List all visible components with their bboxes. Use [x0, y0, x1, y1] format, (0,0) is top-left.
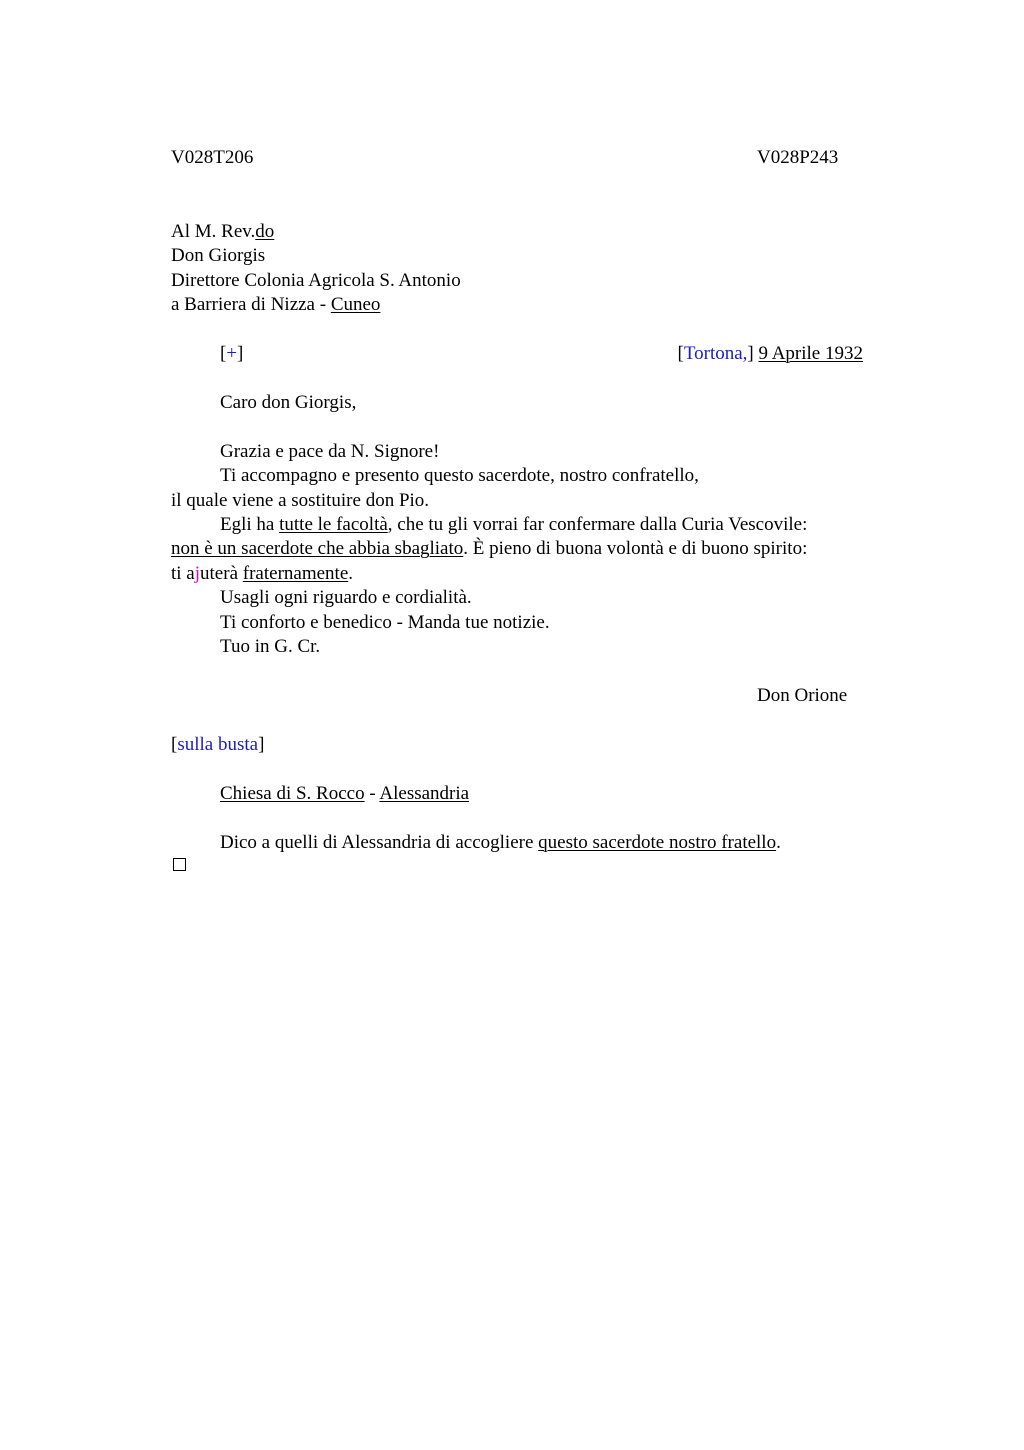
paragraph-2-line-1: [220, 513, 807, 537]
address-title-suffix: do: [255, 221, 275, 242]
paragraph-1-line-1: Ti accompagno e presento questo sacerdote, nostro confratello,: [220, 465, 699, 486]
envelope-city: Alessandria: [379, 783, 470, 804]
underlined-text: tutte le facoltà: [279, 514, 388, 535]
text-run: .: [776, 832, 781, 853]
greeting: Grazia e pace da N. Signore!: [220, 441, 440, 462]
cross-symbol: +: [226, 343, 238, 364]
paragraph-3: Usagli ogni riguardo e cordialità.: [220, 587, 472, 608]
bracket-open: [: [171, 734, 178, 755]
dateline-place: Tortona,: [683, 343, 748, 364]
closing: Tuo in G. Cr.: [220, 636, 321, 657]
document-code-left: V028T206: [171, 147, 254, 168]
dateline-date: 9 Aprile 1932: [758, 343, 863, 364]
bracket-close: ]: [237, 343, 244, 364]
envelope-text: [220, 831, 781, 855]
bracket-close: ]: [258, 734, 265, 755]
editorial-note: sulla busta: [177, 734, 259, 755]
envelope-note: [171, 733, 264, 757]
paragraph-4: Ti conforto e benedico - Manda tue notizie.: [220, 612, 550, 633]
paragraph-2-line-3: [171, 562, 353, 586]
address-line-3: Direttore Colonia Agricola S. Antonio: [171, 270, 461, 291]
address-title: Al M. Rev.: [171, 221, 256, 242]
address-line-1: [171, 220, 274, 244]
variant-letter: j: [194, 563, 201, 584]
underlined-text: questo sacerdote nostro fratello: [538, 832, 777, 853]
paragraph-2-line-2: [171, 537, 807, 561]
envelope-address: [220, 782, 469, 806]
cross-mark: [220, 342, 243, 366]
text-run: Dico a quelli di Alessandria di accogliere: [220, 832, 539, 853]
text-run: .: [348, 563, 353, 584]
text-run: Egli ha: [220, 514, 280, 535]
dateline: [678, 342, 863, 366]
underlined-text: non è un sacerdote che abbia sbagliato: [171, 538, 464, 559]
text-run: , che tu gli vorrai far confermare dalla Curia Vescovile:: [387, 514, 808, 535]
separator: -: [364, 783, 380, 804]
address-line-2: Don Giorgis: [171, 245, 266, 266]
bracket-close: ]: [747, 343, 754, 364]
signature: Don Orione: [757, 685, 848, 706]
text-run: ti a: [171, 563, 195, 584]
envelope-church: Chiesa di S. Rocco: [220, 783, 365, 804]
address-city: Cuneo: [330, 294, 381, 315]
address-place: a Barriera di Nizza -: [171, 294, 331, 315]
bracket-open: [: [220, 343, 227, 364]
document-code-right: V028P243: [757, 147, 839, 168]
text-run: uterà: [200, 563, 243, 584]
salutation: Caro don Giorgis,: [220, 392, 357, 413]
address-line-4: [171, 293, 380, 317]
end-square-icon: [173, 858, 186, 871]
text-run: . È pieno di buona volontà e di buono spirito:: [463, 538, 808, 559]
paragraph-1-line-2: il quale viene a sostituire don Pio.: [171, 490, 430, 511]
underlined-text: fraternamente: [242, 563, 349, 584]
bracket-open: [: [677, 343, 684, 364]
